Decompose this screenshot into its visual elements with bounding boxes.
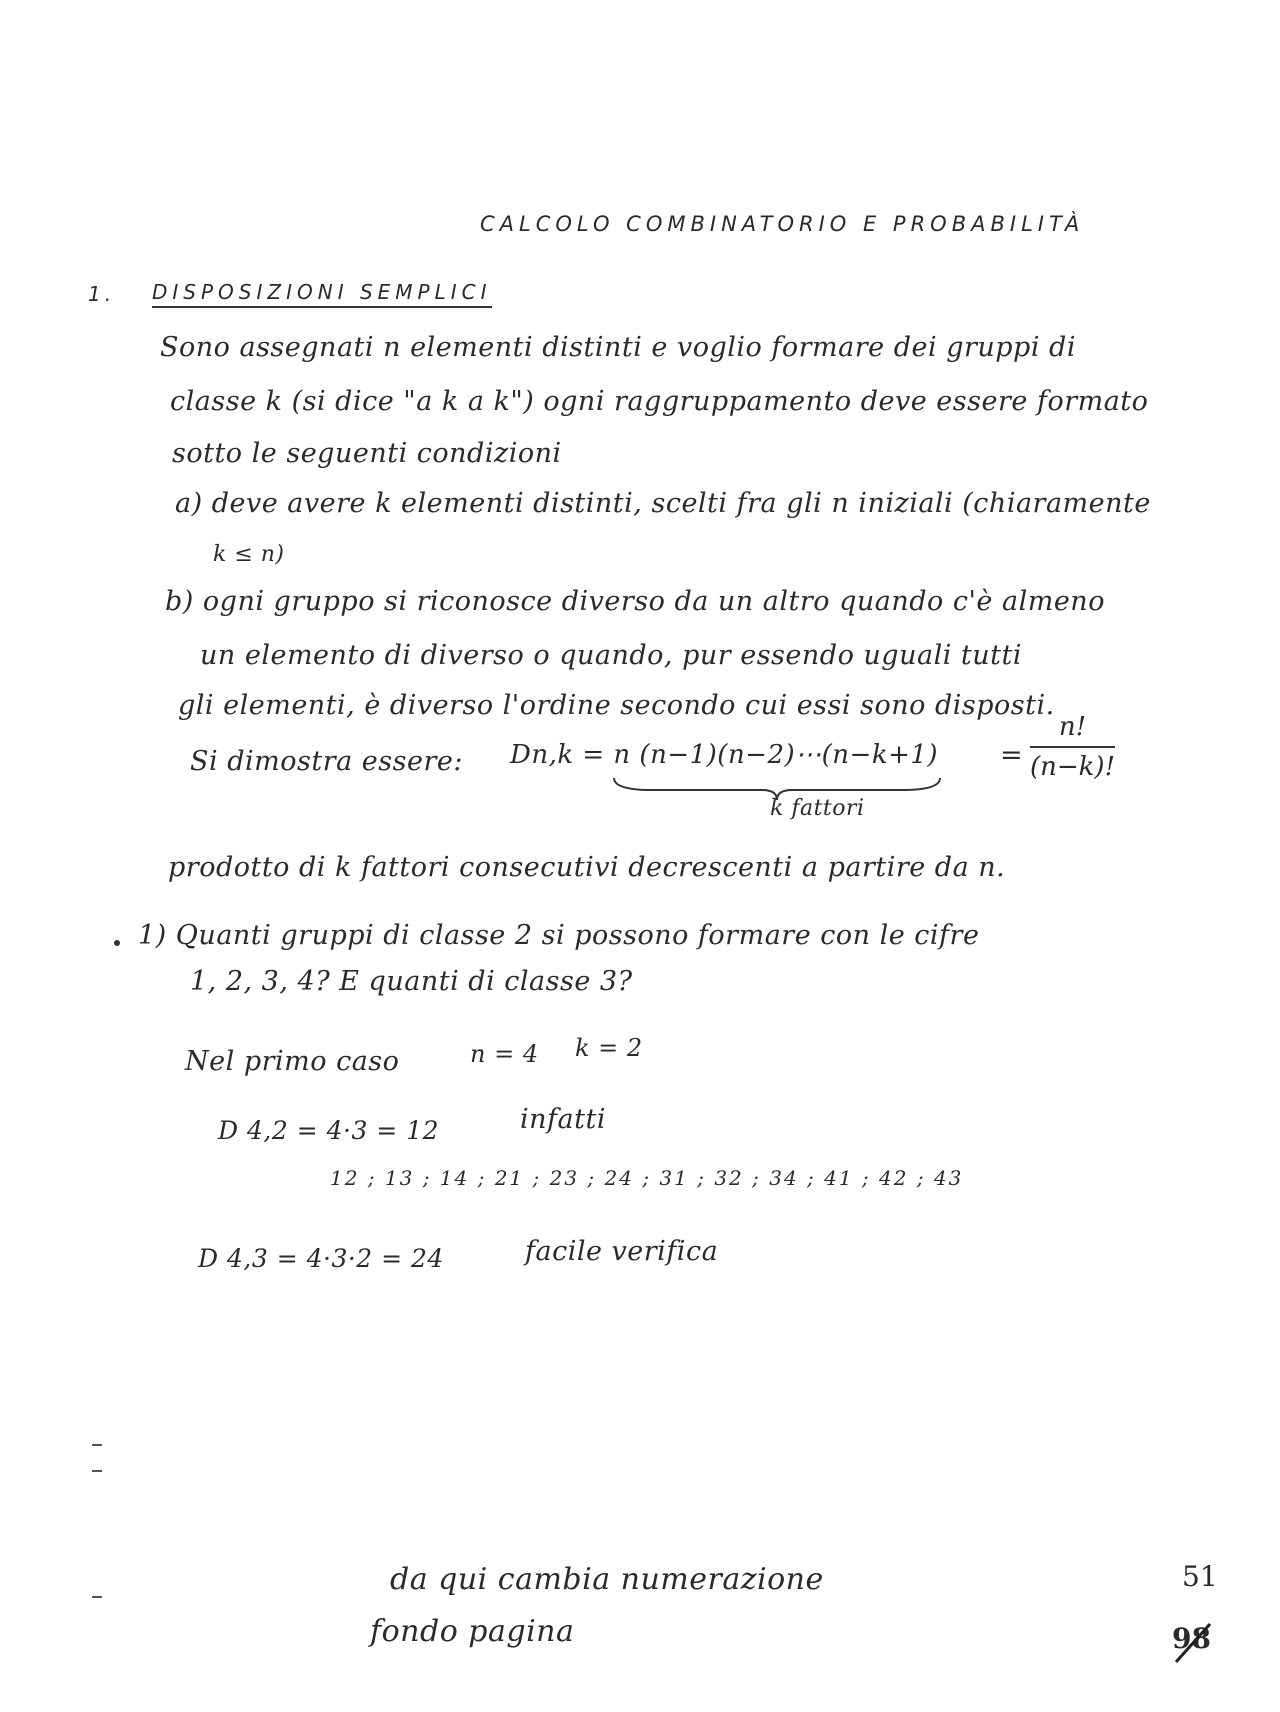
case-label: Nel primo caso xyxy=(185,1046,400,1077)
margin-dash-1 xyxy=(92,1444,102,1446)
footer-note-line-1: da qui cambia numerazione xyxy=(390,1562,824,1597)
brace-label: k fattori xyxy=(770,796,865,821)
condition-a-line-1: a) deve avere k elementi distinti, scelti fra gli n iniziali (chiaramente xyxy=(175,488,1151,519)
condition-b-line-1: b) ogni gruppo si riconosce diverso da un altro quando c'è almeno xyxy=(165,586,1105,617)
infatti-label: infatti xyxy=(520,1104,606,1135)
page-number-strike xyxy=(1168,1618,1218,1668)
exercise-question-line-1: 1) Quanti gruppi di classe 2 si possono formare con le cifre xyxy=(138,920,980,951)
paragraph-line-2: classe k (si dice "a k a k") ogni raggruppamento deve essere formato xyxy=(170,386,1149,417)
condition-b-line-2: un elemento di diverso o quando, pur essendo uguali tutti xyxy=(200,640,1022,671)
verify-label: facile verifica xyxy=(525,1236,719,1267)
margin-dash-3 xyxy=(92,1596,102,1598)
d43-result: D 4,3 = 4·3·2 = 24 xyxy=(198,1244,444,1273)
footer-note-line-2: fondo pagina xyxy=(370,1614,575,1649)
paragraph-line-1: Sono assegnati n elementi distinti e voglio formare dei gruppi di xyxy=(160,332,1076,363)
fraction-denominator: (n−k)! xyxy=(1030,752,1116,782)
groups-list: 12 ; 13 ; 14 ; 21 ; 23 ; 24 ; 31 ; 32 ; 34 ; 41 ; 42 ; 43 xyxy=(330,1166,964,1190)
condition-a-line-2: k ≤ n) xyxy=(213,542,285,567)
page-number-old: 98 xyxy=(1172,1622,1211,1655)
section-number: 1. xyxy=(88,282,116,306)
page-title: CALCOLO COMBINATORIO E PROBABILITÀ xyxy=(480,212,1085,236)
case-n: n = 4 xyxy=(470,1040,539,1068)
paragraph-line-3: sotto le seguenti condizioni xyxy=(172,438,562,469)
exercise-bullet xyxy=(114,940,120,946)
case-k: k = 2 xyxy=(575,1034,643,1062)
product-note: prodotto di k fattori consecutivi decrescenti a partire da n. xyxy=(168,852,1006,883)
section-heading: DISPOSIZIONI SEMPLICI xyxy=(152,280,492,308)
condition-b-line-3: gli elementi, è diverso l'ordine secondo cui essi sono disposti. xyxy=(178,690,1055,721)
formula-equals: = xyxy=(1000,740,1024,771)
fraction-numerator: n! xyxy=(1058,712,1087,742)
exercise-question-line-2: 1, 2, 3, 4? E quanti di classe 3? xyxy=(190,966,633,997)
factorial-fraction xyxy=(1030,712,1115,782)
formula-intro: Si dimostra essere: xyxy=(190,746,463,777)
margin-dash-2 xyxy=(92,1470,102,1472)
page-number-new: 51 xyxy=(1182,1560,1218,1593)
fraction-bar xyxy=(1030,746,1115,748)
d42-result: D 4,2 = 4·3 = 12 xyxy=(218,1116,440,1145)
formula-expression: Dn,k = n (n−1)(n−2)⋯(n−k+1) xyxy=(510,740,939,770)
